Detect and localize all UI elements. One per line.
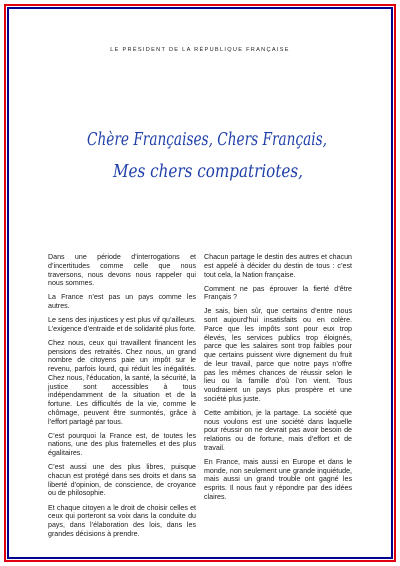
- paragraph: Je sais, bien sûr, que certains d’entre nous sont aujourd’hui insatisfaits ou en colère. Parce que les impôts sont pour eux trop élevés, les services publics trop éloignés, parce que les salaires sont trop faibles pour que certains puissent vivre dignement du fruit de leur travail, parce que notre pays n’offre pas les mêmes chances de réussir selon le lieu ou la famille d’où l’on vient. Tous voudraient un pays plus prospère et une société plus juste.: [204, 307, 352, 403]
- letter-column-right: [204, 253, 352, 507]
- paragraph: Chez nous, ceux qui travaillent financent les pensions des retraités. Chez nous, un grand nombre de citoyens paie un impôt sur le revenu, parfois lourd, qui réduit les inégalités. Chez nous, l’éducation, la santé, la sécurité, la justice sont accessibles à tous indépendamment de la situation et de la fortune. Les difficultés de la vie, comme le chômage, peuvent être surmontés, grâce à l’effort partagé par tous.: [48, 338, 196, 426]
- paragraph: Cette ambition, je la partage. La société que nous voulons est une société dans laquelle pour réussir on ne devrait pas avoir besoin de relations ou de fortune, mais d’effort et de travail.: [204, 408, 352, 452]
- paragraph: C’est pourquoi la France est, de toutes les nations, une des plus fraternelles et des plus égalitaires.: [48, 431, 196, 458]
- handwritten-salutation: [85, 120, 345, 190]
- letter-column-left: [48, 253, 196, 544]
- salutation-line-1: Chère Françaises, Chers Français,: [87, 130, 327, 150]
- paragraph: Chacun partage le destin des autres et chacun est appelé à décider du destin de tous : c’est tout cela, la Nation française.: [204, 253, 352, 279]
- salutation-line-2: Mes chers compatriotes,: [112, 162, 303, 182]
- paragraph: C’est aussi une des plus libres, puisque chacun est protégé dans ses droits et dans sa liberté d’opinion, de conscience, de croyance ou de philosophie.: [48, 463, 196, 498]
- paragraph: En France, mais aussi en Europe et dans le monde, non seulement une grande inquiétude, mais aussi un grand trouble ont gagné les esprits. Il nous faut y répondre par des idées claires.: [204, 457, 352, 501]
- paragraph: Dans une période d’interrogations et d’incertitudes comme celle que nous traversons, nous devons nous rappeler qui nous sommes.: [48, 253, 196, 288]
- paragraph: La France n’est pas un pays comme les autres.: [48, 293, 196, 311]
- paragraph: Et chaque citoyen a le droit de choisir celles et ceux qui porteront sa voix dans la conduite du pays, dans l’élaboration des lois, dans les grandes décisions à prendre.: [48, 503, 196, 538]
- paragraph: Comment ne pas éprouver la fierté d’être Français ?: [204, 284, 352, 302]
- letterhead-title: LE PRÉSIDENT DE LA RÉPUBLIQUE FRANÇAISE: [110, 47, 290, 53]
- paragraph: Le sens des injustices y est plus vif qu’ailleurs. L’exigence d’entraide et de solidarité plus forte.: [48, 316, 196, 333]
- salutation-handwriting: [85, 120, 345, 190]
